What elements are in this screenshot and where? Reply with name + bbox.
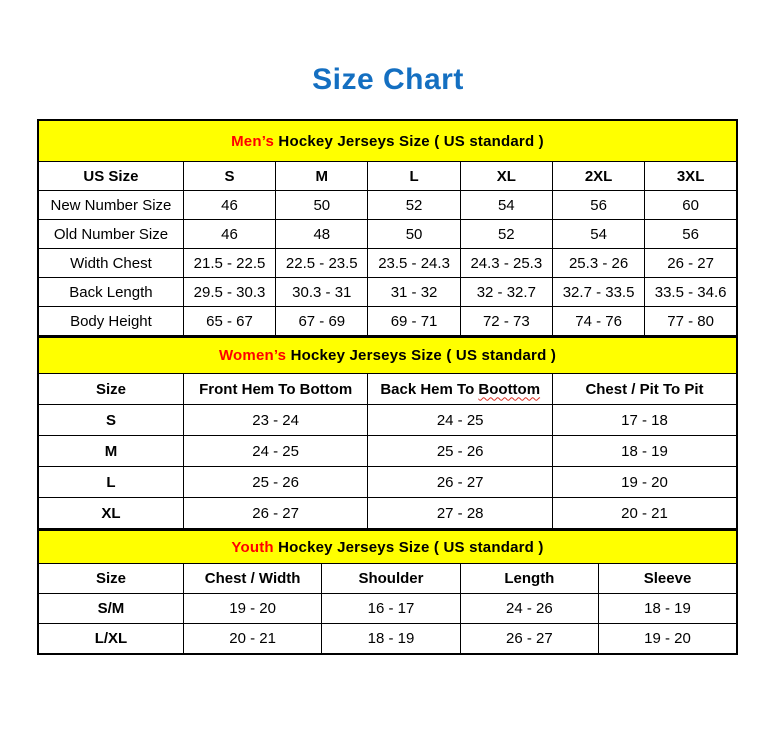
table-cell: 77 - 80 <box>645 307 737 337</box>
misspelled-word: Boottom <box>478 380 541 398</box>
table-row <box>38 405 737 436</box>
table-cell: 46 <box>183 191 275 220</box>
column-header: S <box>183 162 275 191</box>
banner-accent-text: Women’s <box>218 347 287 364</box>
table-cell: 26 - 27 <box>183 498 368 530</box>
table-cell: 50 <box>276 191 368 220</box>
row-label: Width Chest <box>38 249 183 278</box>
table-cell: 56 <box>645 220 737 249</box>
row-label: Body Height <box>38 307 183 337</box>
table-cell: 25.3 - 26 <box>552 249 644 278</box>
row-label: L/XL <box>38 624 183 655</box>
table-cell: 54 <box>460 191 552 220</box>
column-header: Front Hem To Bottom <box>183 374 368 405</box>
column-header: Sleeve <box>599 564 737 594</box>
table-cell: 32.7 - 33.5 <box>552 278 644 307</box>
youth-size-table <box>37 529 738 655</box>
table-cell: 65 - 67 <box>183 307 275 337</box>
column-header: US Size <box>38 162 183 191</box>
table-cell: 18 - 19 <box>322 624 460 655</box>
table-cell: 24.3 - 25.3 <box>460 249 552 278</box>
table-cell: 32 - 32.7 <box>460 278 552 307</box>
table-row <box>38 467 737 498</box>
column-header: L <box>368 162 460 191</box>
table-row <box>38 278 737 307</box>
table-cell: 24 - 26 <box>460 594 598 624</box>
table-row <box>38 594 737 624</box>
column-header: Size <box>38 374 183 405</box>
table-cell: 26 - 27 <box>645 249 737 278</box>
banner-rest-text: Hockey Jerseys Size ( US standard ) <box>273 538 544 556</box>
row-label: New Number Size <box>38 191 183 220</box>
table-cell: 18 - 19 <box>552 436 737 467</box>
column-header: Shoulder <box>322 564 460 594</box>
table-row <box>38 436 737 467</box>
table-cell: 23 - 24 <box>183 405 368 436</box>
column-header: 2XL <box>552 162 644 191</box>
table-cell: 46 <box>183 220 275 249</box>
table-row <box>38 220 737 249</box>
womens-table-banner <box>38 337 737 374</box>
table-cell: 24 - 25 <box>368 405 553 436</box>
table-cell: 23.5 - 24.3 <box>368 249 460 278</box>
table-cell: 72 - 73 <box>460 307 552 337</box>
table-cell: 31 - 32 <box>368 278 460 307</box>
table-cell: 30.3 - 31 <box>276 278 368 307</box>
table-cell: 18 - 19 <box>599 594 737 624</box>
table-cell: 48 <box>276 220 368 249</box>
column-header: 3XL <box>645 162 737 191</box>
table-row <box>38 624 737 655</box>
table-cell: 69 - 71 <box>368 307 460 337</box>
column-header: XL <box>460 162 552 191</box>
table-cell: 56 <box>552 191 644 220</box>
page-title: Size Chart <box>312 63 464 96</box>
mens-size-table <box>37 119 738 337</box>
column-header: Chest / Width <box>183 564 321 594</box>
table-cell: 74 - 76 <box>552 307 644 337</box>
table-cell: 24 - 25 <box>183 436 368 467</box>
row-label: S/M <box>38 594 183 624</box>
table-cell: 25 - 26 <box>183 467 368 498</box>
row-label: XL <box>38 498 183 530</box>
mens-table-banner <box>38 120 737 162</box>
table-cell: 19 - 20 <box>183 594 321 624</box>
table-cell: 19 - 20 <box>599 624 737 655</box>
column-header <box>368 374 553 405</box>
table-cell: 50 <box>368 220 460 249</box>
table-cell: 17 - 18 <box>552 405 737 436</box>
table-cell: 26 - 27 <box>460 624 598 655</box>
row-label: Back Length <box>38 278 183 307</box>
column-header: Chest / Pit To Pit <box>552 374 737 405</box>
row-label: M <box>38 436 183 467</box>
youth-header-row <box>38 564 737 594</box>
table-cell: 21.5 - 22.5 <box>183 249 275 278</box>
column-header: Length <box>460 564 598 594</box>
youth-banner-row <box>38 530 737 564</box>
womens-header-row <box>38 374 737 405</box>
womens-size-table <box>37 336 738 530</box>
womens-banner-row <box>38 337 737 374</box>
banner-rest-text: Hockey Jerseys Size ( US standard ) <box>274 132 544 150</box>
mens-header-row <box>38 162 737 191</box>
column-header: M <box>276 162 368 191</box>
row-label: L <box>38 467 183 498</box>
table-cell: 33.5 - 34.6 <box>645 278 737 307</box>
banner-rest-text: Hockey Jerseys Size ( US standard ) <box>286 347 557 364</box>
size-tables <box>37 119 738 655</box>
table-cell: 22.5 - 23.5 <box>276 249 368 278</box>
table-row <box>38 191 737 220</box>
table-cell: 52 <box>368 191 460 220</box>
table-cell: 54 <box>552 220 644 249</box>
table-cell: 19 - 20 <box>552 467 737 498</box>
row-label: Old Number Size <box>38 220 183 249</box>
table-cell: 25 - 26 <box>368 436 553 467</box>
table-cell: 20 - 21 <box>183 624 321 655</box>
table-cell: 20 - 21 <box>552 498 737 530</box>
row-label: S <box>38 405 183 436</box>
table-row <box>38 498 737 530</box>
column-header: Size <box>38 564 183 594</box>
table-cell: 16 - 17 <box>322 594 460 624</box>
table-cell: 67 - 69 <box>276 307 368 337</box>
table-cell: 52 <box>460 220 552 249</box>
banner-accent-text: Men’s <box>231 132 275 150</box>
table-row <box>38 249 737 278</box>
table-row <box>38 307 737 337</box>
banner-accent-text: Youth <box>231 538 274 556</box>
table-cell: 60 <box>645 191 737 220</box>
table-cell: 26 - 27 <box>368 467 553 498</box>
table-cell: 29.5 - 30.3 <box>183 278 275 307</box>
table-cell: 27 - 28 <box>368 498 553 530</box>
youth-table-banner <box>38 530 737 564</box>
size-chart-page <box>0 64 776 756</box>
column-header-text: Back Hem To <box>380 380 479 398</box>
mens-banner-row <box>38 120 737 162</box>
